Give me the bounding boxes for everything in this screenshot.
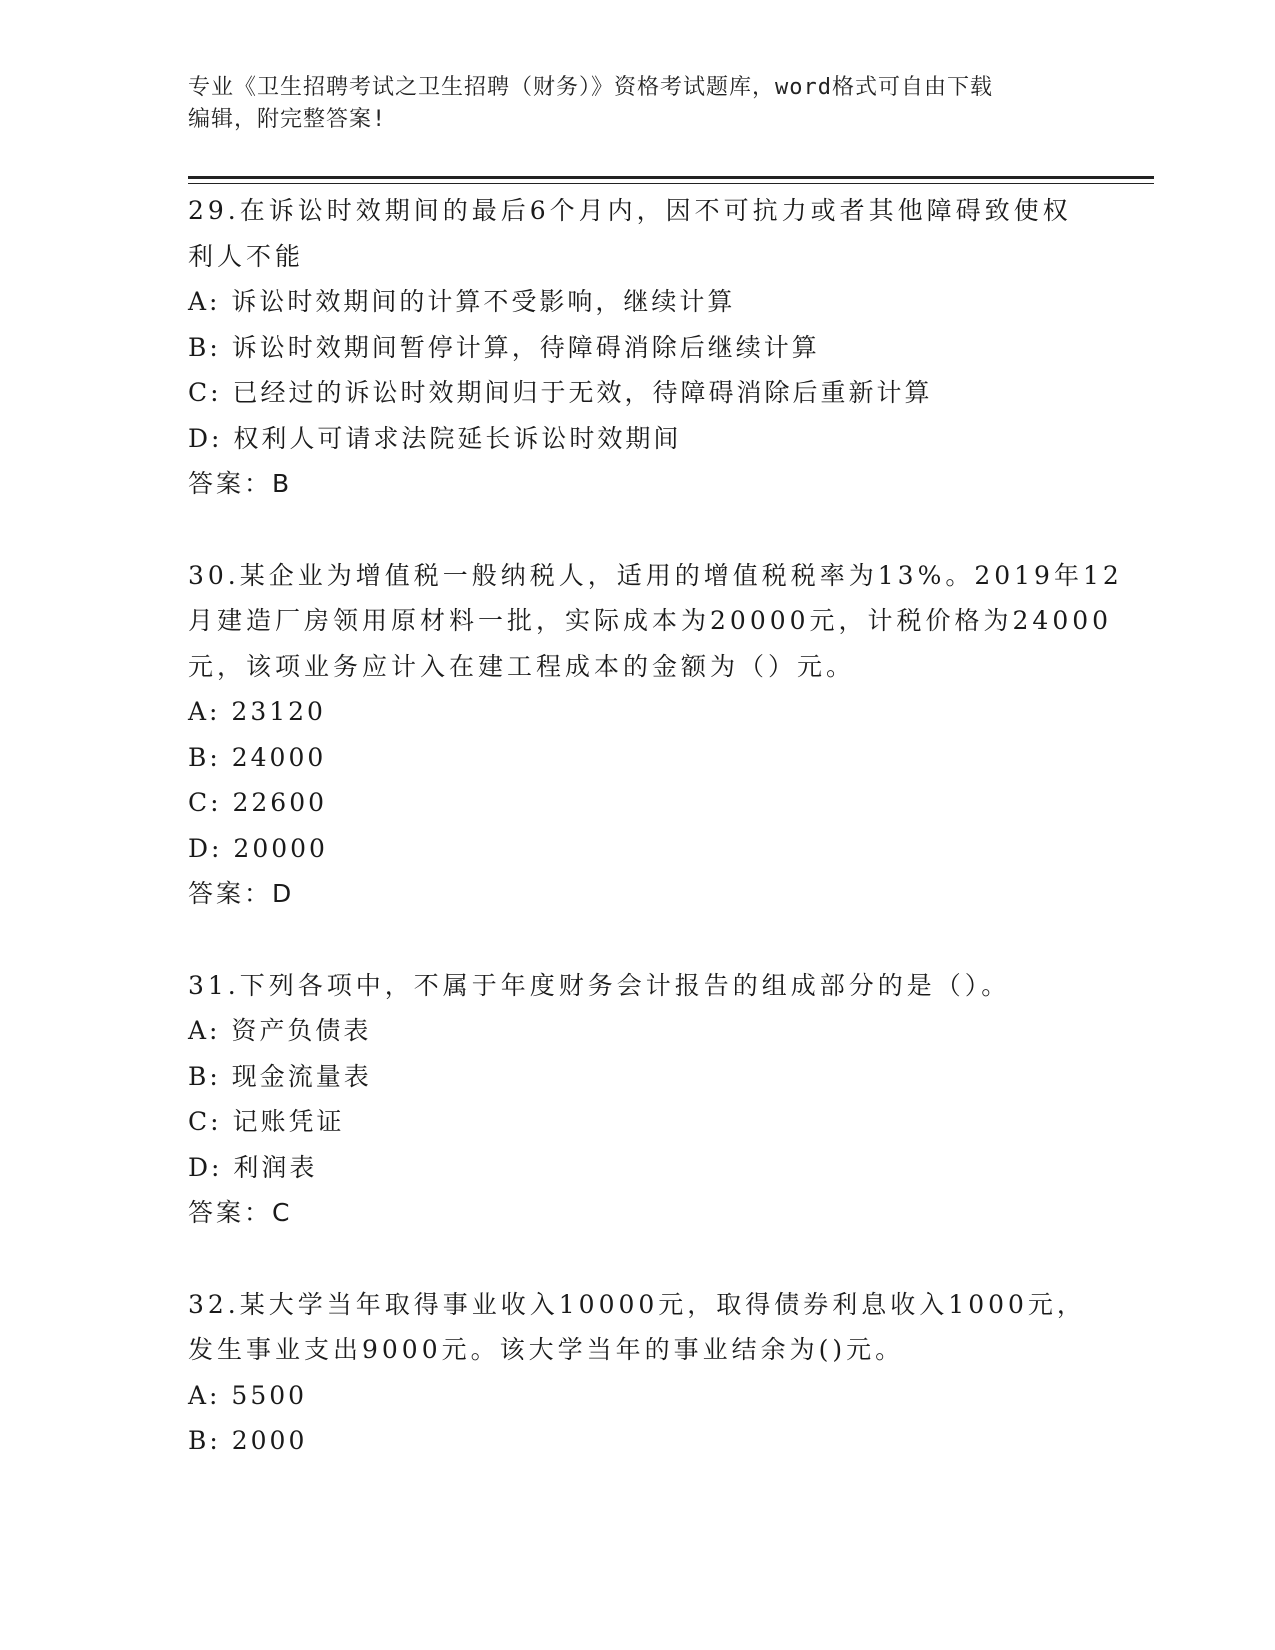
option-d: D: 利润表 [188,1152,318,1182]
option-b: B: 24000 [188,742,327,772]
question-spacer [188,507,1088,553]
answer-line: 答案：B [188,469,293,498]
question-stem-line: 发生事业支出9000元。该大学当年的事业结余为()元。 [188,1335,905,1364]
answer-line: 答案：C [188,1198,293,1227]
question-stem-line: 30.某企业为增值税一般纳税人，适用的增值税税率为13%。2019年12 [188,560,1123,590]
question-stem-line: 31.下列各项中，不属于年度财务会计报告的组成部分的是（）。 [188,970,1011,1000]
question-stem-line: 利人不能 [188,241,305,271]
option-a: A: 23120 [188,697,326,726]
option-a: A: 诉讼时效期间的计算不受影响，继续计算 [188,287,736,316]
header-line-2: 编辑，附完整答案! [188,107,387,132]
question-list [188,188,1123,1464]
question-32 [188,1282,1088,1464]
option-b: B: 2000 [188,1426,308,1455]
header-divider-thick [188,176,1154,179]
option-d: D: 权利人可请求法院延长诉讼时效期间 [188,423,682,453]
option-c: C: 22600 [188,788,328,817]
option-b: B: 现金流量表 [188,1061,372,1091]
question-spacer [188,917,1088,963]
question-stem-line: 元，该项业务应计入在建工程成本的金额为（）元。 [188,651,856,681]
question-spacer [188,1236,1088,1282]
option-a: A: 资产负债表 [188,1016,372,1045]
option-c: C: 记账凭证 [188,1107,345,1136]
question-stem-line: 29.在诉讼时效期间的最后6个月内，因不可抗力或者其他障碍致使权 [188,196,1072,225]
question-stem-line: 月建造厂房领用原材料一批，实际成本为20000元，计税价格为24000 [188,606,1113,635]
question-stem-line: 32.某大学当年取得事业收入10000元，取得债券利息收入1000元， [188,1289,1086,1319]
header-line-1: 专业《卫生招聘考试之卫生招聘（财务）》资格考试题库，word格式可自由下载 [188,75,993,100]
option-a: A: 5500 [188,1380,308,1410]
question-29 [188,188,1088,507]
option-d: D: 20000 [188,833,328,863]
question-31 [188,963,1088,1236]
header-divider-thin [188,183,1154,184]
question-30 [188,553,1123,917]
answer-line: 答案：D [188,879,295,908]
option-c: C: 已经过的诉讼时效期间归于无效，待障碍消除后重新计算 [188,378,933,407]
document-header [188,72,1088,136]
option-b: B: 诉讼时效期间暂停计算，待障碍消除后继续计算 [188,332,820,362]
